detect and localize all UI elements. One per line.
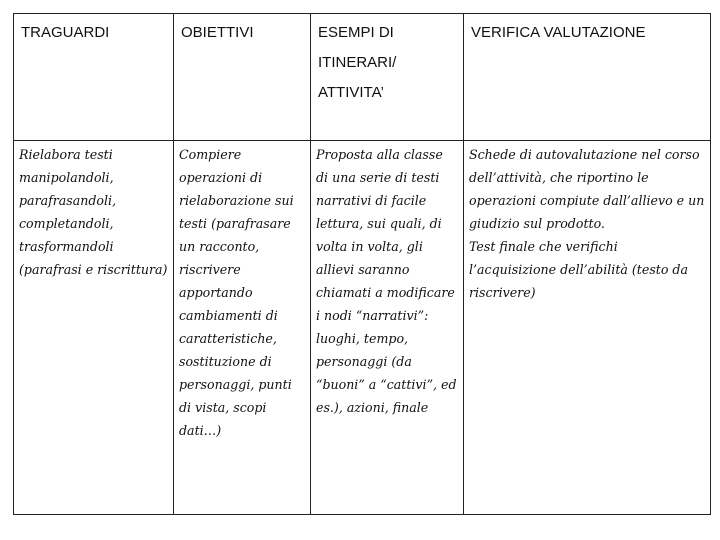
- curriculum-table: [13, 13, 711, 515]
- table-row: [14, 141, 711, 515]
- table-header-row: [14, 14, 711, 141]
- header-obiettivi: OBIETTIVI: [174, 14, 311, 141]
- cell-obiettivi: Compiere operazioni di rielaborazione sui testi (parafrasare un racconto, riscrivere apportando cambiamenti di caratteristiche, sostituzione di personaggi, punti di vista, scopi dati…): [174, 141, 311, 515]
- verifica-test-finale: Test finale che verifichi l’acquisizione dell’abilità (testo da riscrivere): [469, 239, 689, 300]
- cell-traguardi: Rielabora testi manipolandoli, parafrasandoli, completandoli, trasformandoli (parafrasi e riscrittura): [14, 141, 174, 515]
- header-esempi-itinerari: ESEMPI DI ITINERARI/ ATTIVITA’: [311, 14, 464, 141]
- verifica-autovalutazione: Schede di autovalutazione nel corso dell’attività, che riportino le operazioni compiute dall’allievo e un giudizio sul prodotto.: [469, 147, 705, 231]
- header-traguardi: TRAGUARDI: [14, 14, 174, 141]
- cell-verifica: [464, 141, 711, 515]
- cell-esempi: Proposta alla classe di una serie di testi narrativi di facile lettura, sui quali, di volta in volta, gli allievi saranno chiamati a modificare i nodi “narrativi”: luoghi, tempo, personaggi (da “buoni” a “cattivi”, ed es.), azioni, finale: [311, 141, 464, 515]
- header-verifica-valutazione: VERIFICA VALUTAZIONE: [464, 14, 711, 141]
